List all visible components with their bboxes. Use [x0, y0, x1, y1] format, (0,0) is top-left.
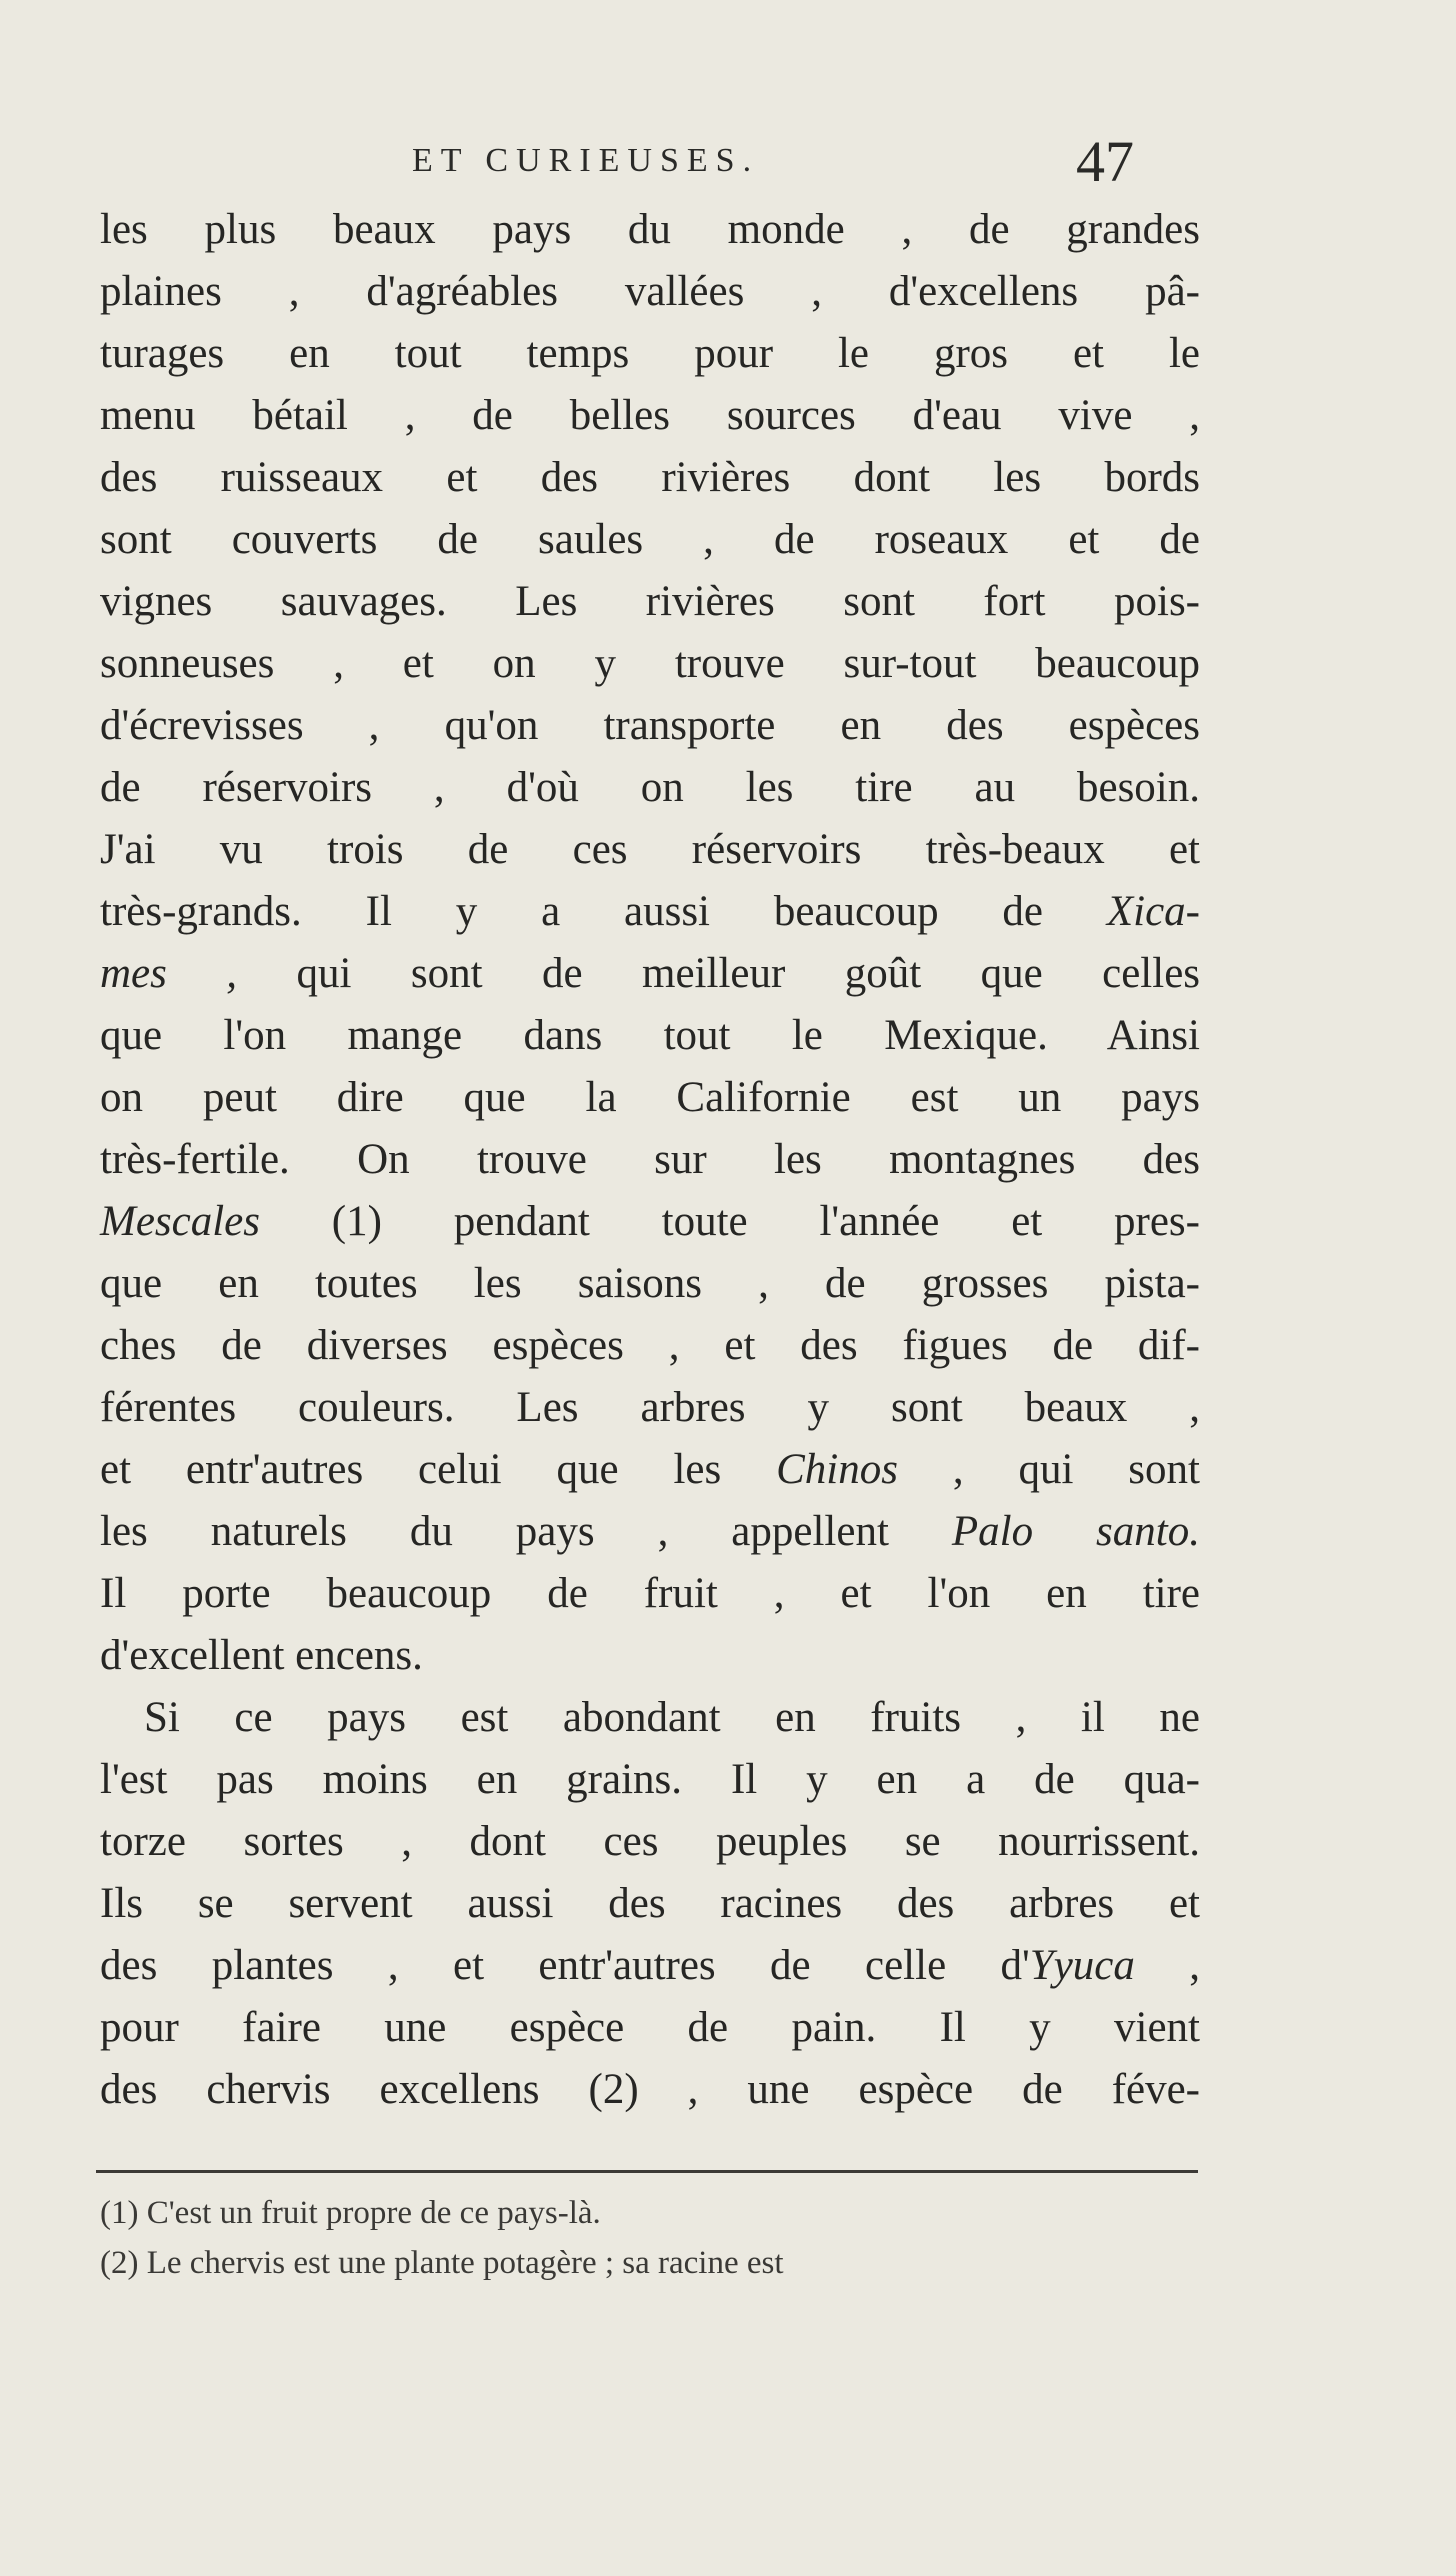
text-line: de réservoirs , d'où on les tire au besoin.: [100, 764, 1200, 811]
text-line: des chervis excellens (2) , une espèce de féve-: [100, 2066, 1200, 2113]
text-line: sonneuses , et on y trouve sur-tout beaucoup: [100, 640, 1200, 687]
italic-term: Yyuca: [1029, 1942, 1190, 1989]
text-line: mes , qui sont de meilleur goût que celles: [100, 950, 1201, 997]
text-line: J'ai vu trois de ces réservoirs très-beaux et: [100, 826, 1200, 873]
footnote: (2) Le chervis est une plante potagère ; sa racine est: [100, 2245, 784, 2281]
text-line: l'est pas moins en grains. Il y en a de qua-: [100, 1756, 1200, 1803]
italic-term: Palo santo.: [951, 1508, 1200, 1555]
text-line: des ruisseaux et des rivières dont les bords: [100, 454, 1200, 501]
text-line: pour faire une espèce de pain. Il y vient: [100, 2004, 1200, 2051]
text-line: férentes couleurs. Les arbres y sont beaux ,: [100, 1384, 1200, 1431]
italic-term: Xica-: [1106, 888, 1200, 935]
footnote-rule: [96, 2170, 1198, 2173]
page-number: 47: [1076, 129, 1134, 194]
text-line: très-fertile. On trouve sur les montagnes des: [100, 1136, 1200, 1183]
text-line: turages en tout temps pour le gros et le: [100, 330, 1200, 377]
italic-term: mes ,: [100, 950, 297, 997]
text-line: menu bétail , de belles sources d'eau vive ,: [100, 392, 1200, 439]
page-header: [0, 129, 1456, 196]
text-line: très-grands. Il y a aussi beaucoup de Xica-: [100, 888, 1200, 935]
text-line: que l'on mange dans tout le Mexique. Ainsi: [100, 1012, 1200, 1059]
footnote: (1) C'est un fruit propre de ce pays-là.: [100, 2195, 601, 2231]
text-line: d'écrevisses , qu'on transporte en des espèces: [100, 702, 1200, 749]
text-line: ches de diverses espèces , et des figues de dif-: [100, 1322, 1200, 1369]
text-line: et entr'autres celui que les Chinos , qui sont: [100, 1446, 1200, 1493]
text-line: des plantes , et entr'autres de celle d'Yyuca ,: [100, 1942, 1200, 1989]
text-line: que en toutes les saisons , de grosses pista-: [100, 1260, 1200, 1307]
text-line: les plus beaux pays du monde , de grandes: [100, 206, 1200, 253]
text-line: Si ce pays est abondant en fruits , il ne: [144, 1694, 1200, 1741]
text-line: d'excellent encens.: [100, 1632, 423, 1679]
running-head: ET CURIEUSES.: [412, 142, 760, 179]
text-line: les naturels du pays , appellent Palo santo.: [100, 1508, 1200, 1555]
text-line: torze sortes , dont ces peuples se nourrissent.: [100, 1818, 1200, 1865]
text-line: on peut dire que la Californie est un pays: [100, 1074, 1200, 1121]
text-line: Il porte beaucoup de fruit , et l'on en tire: [100, 1570, 1200, 1617]
text-line: sont couverts de saules , de roseaux et de: [100, 516, 1200, 563]
italic-term: Mescales: [100, 1198, 332, 1245]
text-line: vignes sauvages. Les rivières sont fort pois-: [100, 578, 1200, 625]
text-line: Ils se servent aussi des racines des arbres et: [100, 1880, 1200, 1927]
italic-term: Chinos: [776, 1446, 953, 1493]
text-line: plaines , d'agréables vallées , d'excellens pâ-: [100, 268, 1200, 315]
text-line: Mescales (1) pendant toute l'année et pres-: [100, 1198, 1200, 1245]
